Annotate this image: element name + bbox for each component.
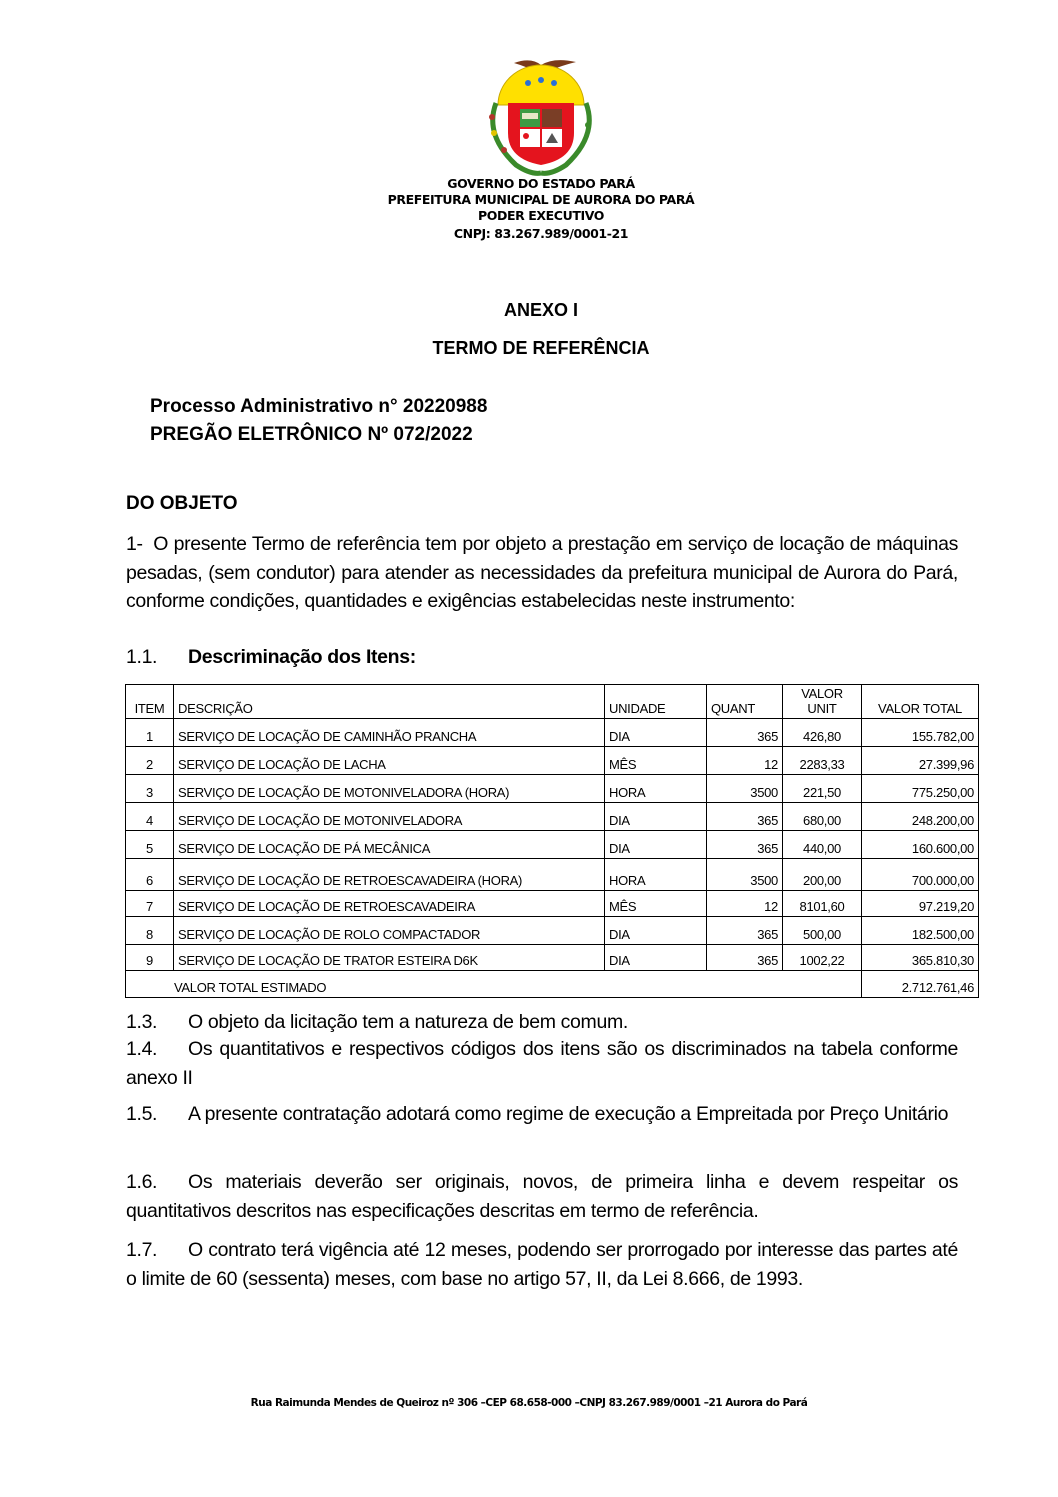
table-row (126, 917, 979, 945)
cell-total-value: 775.250,00 (862, 775, 979, 803)
cell-quantity: 12 (707, 891, 783, 917)
cell-unit: MÊS (605, 747, 707, 775)
clause-text: O contrato terá vigência até 12 meses, podendo ser prorrogado por interesse das partes até o limite de 60 (sessenta) meses, com base no artigo 57, II, da Lei 8.666, de 1993. (126, 1239, 958, 1290)
clause-number: 1.3. (126, 1011, 158, 1033)
document-title: TERMO DE REFERÊNCIA (432, 338, 650, 358)
cell-item: 8 (126, 917, 174, 945)
coat-of-arms-icon (476, 55, 606, 180)
cell-item: 5 (126, 831, 174, 859)
total-value: 2.712.761,46 (862, 971, 979, 998)
col-unit: UNIDADE (605, 685, 707, 719)
footer-address: Rua Raimunda Mendes de Queiroz nº 306 –CEP 68.658-000 –CNPJ 83.267.989/0001 –21 Aurora do Pará (250, 1397, 808, 1409)
cell-item: 6 (126, 859, 174, 891)
cell-quantity: 12 (707, 747, 783, 775)
table-total-row (126, 971, 979, 998)
clause-1-7 (126, 1236, 958, 1293)
cell-total-value: 248.200,00 (862, 803, 979, 831)
section-heading: DO OBJETO (126, 493, 238, 514)
cell-unit: MÊS (605, 891, 707, 917)
clause-number: 1- (126, 533, 143, 555)
pregao-number: PREGÃO ELETRÔNICO Nº 072/2022 (150, 424, 473, 445)
clause-number: 1.5. (126, 1103, 158, 1125)
items-table (125, 684, 979, 998)
cell-quantity: 365 (707, 831, 783, 859)
clause-number: 1.6. (126, 1171, 158, 1193)
cell-quantity: 365 (707, 917, 783, 945)
col-total-value: VALOR TOTAL (862, 685, 979, 719)
cell-quantity: 365 (707, 945, 783, 971)
clause-1-5 (126, 1100, 958, 1129)
table-row (126, 945, 979, 971)
cell-unit-value: 200,00 (783, 859, 862, 891)
cell-unit: HORA (605, 859, 707, 891)
col-item: ITEM (126, 685, 174, 719)
header-poder: PODER EXECUTIVO (478, 208, 604, 223)
cell-unit-value: 2283,33 (783, 747, 862, 775)
cell-description: SERVIÇO DE LOCAÇÃO DE PÁ MECÂNICA (174, 831, 605, 859)
cell-total-value: 160.600,00 (862, 831, 979, 859)
annex-title: ANEXO I (503, 300, 578, 320)
cell-unit-value: 500,00 (783, 917, 862, 945)
table-row (126, 803, 979, 831)
cell-total-value: 365.810,30 (862, 945, 979, 971)
cell-unit-value: 680,00 (783, 803, 862, 831)
cell-item: 1 (126, 719, 174, 747)
header-government: GOVERNO DO ESTADO PARÁ (447, 176, 635, 191)
clause-number: 1.1. (126, 646, 158, 668)
clause-text: Os materiais deverão ser originais, novos, de primeira linha e devem respeitar os quantitativos descritos nas especificações descritas em termo de referência. (126, 1171, 958, 1222)
clause-text: A presente contratação adotará como regime de execução a Empreitada por Preço Unitário (188, 1103, 949, 1125)
cell-description: SERVIÇO DE LOCAÇÃO DE MOTONIVELADORA (174, 803, 605, 831)
table-header-row (126, 685, 979, 719)
cell-item: 4 (126, 803, 174, 831)
cell-quantity: 365 (707, 803, 783, 831)
clause-1-1 (126, 643, 958, 672)
clause-number: 1.4. (126, 1038, 158, 1060)
cell-item: 3 (126, 775, 174, 803)
col-unit-value (783, 685, 862, 719)
cell-description: SERVIÇO DE LOCAÇÃO DE LACHA (174, 747, 605, 775)
cell-unit-value: 440,00 (783, 831, 862, 859)
cell-description: SERVIÇO DE LOCAÇÃO DE RETROESCAVADEIRA (174, 891, 605, 917)
clause-1-6 (126, 1168, 958, 1225)
cell-description: SERVIÇO DE LOCAÇÃO DE MOTONIVELADORA (HORA) (174, 775, 605, 803)
clause-text: O objeto da licitação tem a natureza de bem comum. (188, 1011, 628, 1033)
cell-quantity: 3500 (707, 859, 783, 891)
header-prefeitura: PREFEITURA MUNICIPAL DE AURORA DO PARÁ (387, 192, 695, 207)
cell-unit-value: 1002,22 (783, 945, 862, 971)
cell-item: 7 (126, 891, 174, 917)
cell-quantity: 3500 (707, 775, 783, 803)
table-row (126, 775, 979, 803)
clause-1-4 (126, 1035, 958, 1092)
clause-heading: Descriminação dos Itens: (188, 646, 416, 668)
clause-number: 1.7. (126, 1239, 158, 1261)
cell-item: 2 (126, 747, 174, 775)
cell-description: SERVIÇO DE LOCAÇÃO DE RETROESCAVADEIRA (HORA) (174, 859, 605, 891)
cell-total-value: 27.399,96 (862, 747, 979, 775)
cell-unit: DIA (605, 803, 707, 831)
cell-unit-value: 8101,60 (783, 891, 862, 917)
clause-text: O presente Termo de referência tem por objeto a prestação em serviço de locação de máquinas pesadas, (sem condutor) para atender as necessidades da prefeitura municipal de Aurora do Pará, conforme condições, quantidades e exigências estabelecidas neste instrumento: (126, 533, 959, 612)
process-number: Processo Administrativo n° 20220988 (150, 396, 488, 417)
total-label: VALOR TOTAL ESTIMADO (126, 971, 862, 998)
table-row (126, 891, 979, 917)
col-unit-value-line1: VALOR (801, 686, 843, 701)
clause-1 (126, 530, 958, 616)
col-unit-value-line2: UNIT (807, 701, 837, 716)
cell-unit: DIA (605, 945, 707, 971)
clause-1-3 (126, 1008, 958, 1037)
table-row (126, 859, 979, 891)
col-quantity: QUANT (707, 685, 783, 719)
cell-unit-value: 426,80 (783, 719, 862, 747)
table-row (126, 831, 979, 859)
header-cnpj: CNPJ: 83.267.989/0001-21 (453, 226, 629, 241)
cell-description: SERVIÇO DE LOCAÇÃO DE CAMINHÃO PRANCHA (174, 719, 605, 747)
cell-item: 9 (126, 945, 174, 971)
cell-total-value: 182.500,00 (862, 917, 979, 945)
cell-description: SERVIÇO DE LOCAÇÃO DE ROLO COMPACTADOR (174, 917, 605, 945)
table-row (126, 719, 979, 747)
clause-text: Os quantitativos e respectivos códigos dos itens são os discriminados na tabela conforme anexo II (126, 1038, 958, 1089)
cell-total-value: 700.000,00 (862, 859, 979, 891)
cell-unit: DIA (605, 917, 707, 945)
cell-unit: HORA (605, 775, 707, 803)
table-row (126, 747, 979, 775)
col-description: DESCRIÇÃO (174, 685, 605, 719)
cell-description: SERVIÇO DE LOCAÇÃO DE TRATOR ESTEIRA D6K (174, 945, 605, 971)
cell-unit: DIA (605, 831, 707, 859)
cell-total-value: 97.219,20 (862, 891, 979, 917)
cell-unit: DIA (605, 719, 707, 747)
cell-unit-value: 221,50 (783, 775, 862, 803)
cell-quantity: 365 (707, 719, 783, 747)
cell-total-value: 155.782,00 (862, 719, 979, 747)
